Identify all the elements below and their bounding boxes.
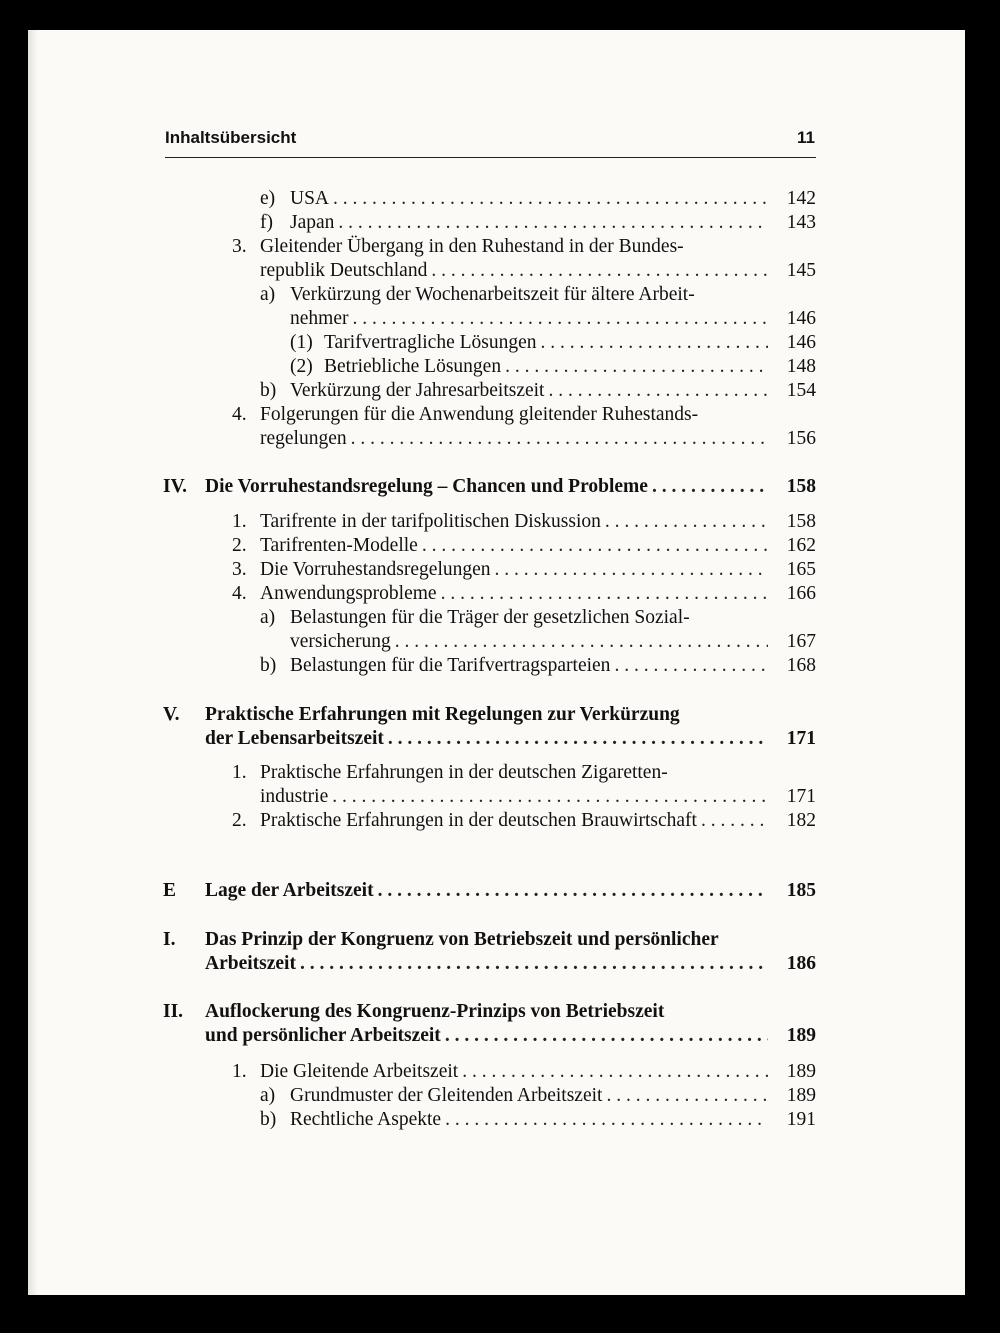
toc-entry (28, 761, 816, 785)
toc-entry-page: 185 (786, 880, 816, 901)
header-rule (165, 157, 816, 158)
toc-leader-dots (548, 379, 768, 403)
toc-entry-page: 191 (786, 1109, 816, 1130)
toc-entry-page: 162 (786, 535, 816, 556)
toc-leader-dots (445, 1108, 768, 1132)
toc-leader-dots (605, 510, 768, 534)
toc-entry-number: I. (163, 929, 176, 950)
toc-entry (28, 427, 816, 451)
toc-entry (28, 928, 816, 952)
toc-entry-page: 165 (786, 559, 816, 580)
toc-entry-number: 4. (232, 583, 247, 604)
toc-entry-page: 171 (786, 786, 816, 807)
toc-leader-dots (614, 654, 768, 678)
toc-entry-number: E (163, 880, 177, 901)
toc-entry-number: 3. (232, 559, 247, 580)
toc-leader-dots (652, 475, 768, 499)
toc-entry-title: Die Vorruhestandsregelung – Chancen und Probleme (205, 476, 648, 497)
toc-entry-number: 2. (232, 535, 247, 556)
toc-leader-dots (422, 534, 768, 558)
toc-entry-title: Die Gleitende Arbeitszeit (260, 1061, 459, 1082)
toc-entry-number: IV. (163, 476, 188, 497)
toc-entry-page: 154 (786, 380, 816, 401)
toc-leader-dots (300, 952, 768, 976)
toc-entry (28, 582, 816, 606)
toc-entry (28, 727, 816, 751)
toc-entry-number: V. (163, 704, 180, 725)
toc-entry (28, 630, 816, 654)
toc-entry (28, 1108, 816, 1132)
toc-entry (28, 307, 816, 331)
toc-entry-page: 182 (786, 810, 816, 831)
toc-entry-page: 158 (786, 476, 816, 497)
toc-entry-page: 186 (786, 953, 816, 974)
toc-entry-title: Anwendungsprobleme (260, 583, 437, 604)
toc-entry (28, 558, 816, 582)
toc-entry-number: e) (260, 188, 276, 209)
toc-entry-title: der Lebensarbeitszeit (205, 728, 384, 749)
toc-leader-dots (388, 727, 768, 751)
toc-entry-page: 143 (786, 212, 816, 233)
toc-entry-title: und persönlicher Arbeitszeit (205, 1025, 441, 1046)
toc-entry-number: 3. (232, 236, 247, 257)
toc-leader-dots (541, 331, 768, 355)
toc-leader-dots (505, 355, 768, 379)
toc-entry-title: versicherung (290, 631, 391, 652)
toc-entry-title: Japan (290, 212, 335, 233)
toc-entry-page: 145 (786, 260, 816, 281)
toc-entry-number: 1. (232, 511, 247, 532)
toc-entry (28, 283, 816, 307)
toc-leader-dots (441, 582, 768, 606)
toc-entry-page: 171 (786, 728, 816, 749)
toc-entry (28, 259, 816, 283)
toc-leader-dots (338, 211, 768, 235)
toc-entry-number: a) (260, 1085, 276, 1106)
toc-entry-title: Praktische Erfahrungen mit Regelungen zur Verkürzung (205, 704, 680, 725)
running-header (165, 128, 815, 148)
toc-entry-title: Belastungen für die Tarifvertragsparteien (290, 655, 611, 676)
toc-entry-title: Praktische Erfahrungen in der deutschen Brauwirtschaft (260, 810, 697, 831)
toc-entry-number: a) (260, 284, 276, 305)
toc-leader-dots (606, 1084, 768, 1108)
toc-entry-number: 2. (232, 810, 247, 831)
toc-entry (28, 235, 816, 259)
toc-entry (28, 879, 816, 903)
toc-leader-dots (333, 187, 768, 211)
toc-entry-title: Lage der Arbeitszeit (205, 880, 374, 901)
toc-leader-dots (445, 1024, 768, 1048)
toc-entry (28, 1084, 816, 1108)
toc-entry-title: Gleitender Übergang in den Ruhestand in der Bundes- (260, 236, 684, 257)
toc-leader-dots (332, 785, 768, 809)
toc-entry (28, 403, 816, 427)
toc-entry-title: Arbeitszeit (205, 953, 296, 974)
toc-entry-page: 158 (786, 511, 816, 532)
toc-entry (28, 1060, 816, 1084)
toc-entry-page: 148 (786, 356, 816, 377)
toc-entry (28, 379, 816, 403)
toc-entry-title: Die Vorruhestandsregelungen (260, 559, 491, 580)
toc-entry-page: 189 (786, 1061, 816, 1082)
toc-entry-title: Folgerungen für die Anwendung gleitender Ruhestands- (260, 404, 699, 425)
toc-entry (28, 606, 816, 630)
header-page-number: 11 (797, 128, 815, 147)
toc-entry-title: Rechtliche Aspekte (290, 1109, 442, 1130)
toc-leader-dots (701, 809, 768, 833)
toc-entry (28, 654, 816, 678)
toc-entry-title: republik Deutschland (260, 260, 428, 281)
toc-entry-title: USA (290, 188, 330, 209)
toc-entry-number: f) (260, 212, 273, 233)
toc-entry-page: 189 (786, 1025, 816, 1046)
toc-entry-title: Das Prinzip der Kongruenz von Betriebszeit und persönlicher (205, 929, 719, 950)
toc-leader-dots (395, 630, 768, 654)
toc-leader-dots (462, 1060, 768, 1084)
toc-leader-dots (378, 879, 768, 903)
toc-leader-dots (495, 558, 768, 582)
toc-entry (28, 1024, 816, 1048)
toc-entry-number: b) (260, 1109, 277, 1130)
toc-entry-number: 4. (232, 404, 247, 425)
toc-leader-dots (431, 259, 768, 283)
toc-entry-number: (2) (290, 356, 313, 377)
toc-entry-number: a) (260, 607, 276, 628)
toc-entry-title: Belastungen für die Träger der gesetzlichen Sozial- (290, 607, 690, 628)
toc-entry-title: Tarifrenten-Modelle (260, 535, 418, 556)
toc-entry-number: 1. (232, 762, 247, 783)
toc-entry-page: 166 (786, 583, 816, 604)
toc-entry-title: Verkürzung der Jahresarbeitszeit (290, 380, 545, 401)
toc-entry-page: 142 (786, 188, 816, 209)
toc-entry (28, 534, 816, 558)
toc-entry-number: b) (260, 380, 277, 401)
toc-entry-number: II. (163, 1001, 184, 1022)
header-title: Inhaltsübersicht (165, 128, 297, 147)
toc-entry-title: regelungen (260, 428, 347, 449)
toc-entry (28, 510, 816, 534)
toc-entry (28, 1000, 816, 1024)
book-page (28, 30, 965, 1295)
toc-entry (28, 211, 816, 235)
toc-entry (28, 475, 816, 499)
toc-entry (28, 785, 816, 809)
toc-entry-page: 146 (786, 332, 816, 353)
toc-entry-title: Auflockerung des Kongruenz-Prinzips von Betriebszeit (205, 1001, 665, 1022)
toc-entry-page: 156 (786, 428, 816, 449)
toc-entry-title: nehmer (290, 308, 349, 329)
toc-entry-page: 167 (786, 631, 816, 652)
toc-entry (28, 952, 816, 976)
toc-entry (28, 809, 816, 833)
toc-entry (28, 355, 816, 379)
toc-entry (28, 187, 816, 211)
toc-entry-number: 1. (232, 1061, 247, 1082)
toc-leader-dots (351, 427, 768, 451)
toc-entry-number: b) (260, 655, 277, 676)
toc-leader-dots (352, 307, 768, 331)
toc-entry-page: 189 (786, 1085, 816, 1106)
toc-entry-title: Betriebliche Lösungen (324, 356, 502, 377)
toc-entry-title: industrie (260, 786, 329, 807)
toc-entry-page: 146 (786, 308, 816, 329)
toc-entry-number: (1) (290, 332, 313, 353)
toc-entry-page: 168 (786, 655, 816, 676)
toc-entry-title: Grundmuster der Gleitenden Arbeitszeit (290, 1085, 603, 1106)
toc-entry (28, 331, 816, 355)
toc-entry-title: Praktische Erfahrungen in der deutschen Zigaretten- (260, 762, 668, 783)
toc-entry-title: Tarifvertragliche Lösungen (324, 332, 537, 353)
toc-entry-title: Verkürzung der Wochenarbeitszeit für ältere Arbeit- (290, 284, 695, 305)
toc-entry (28, 703, 816, 727)
toc-entry-title: Tarifrente in der tarifpolitischen Diskussion (260, 511, 601, 532)
